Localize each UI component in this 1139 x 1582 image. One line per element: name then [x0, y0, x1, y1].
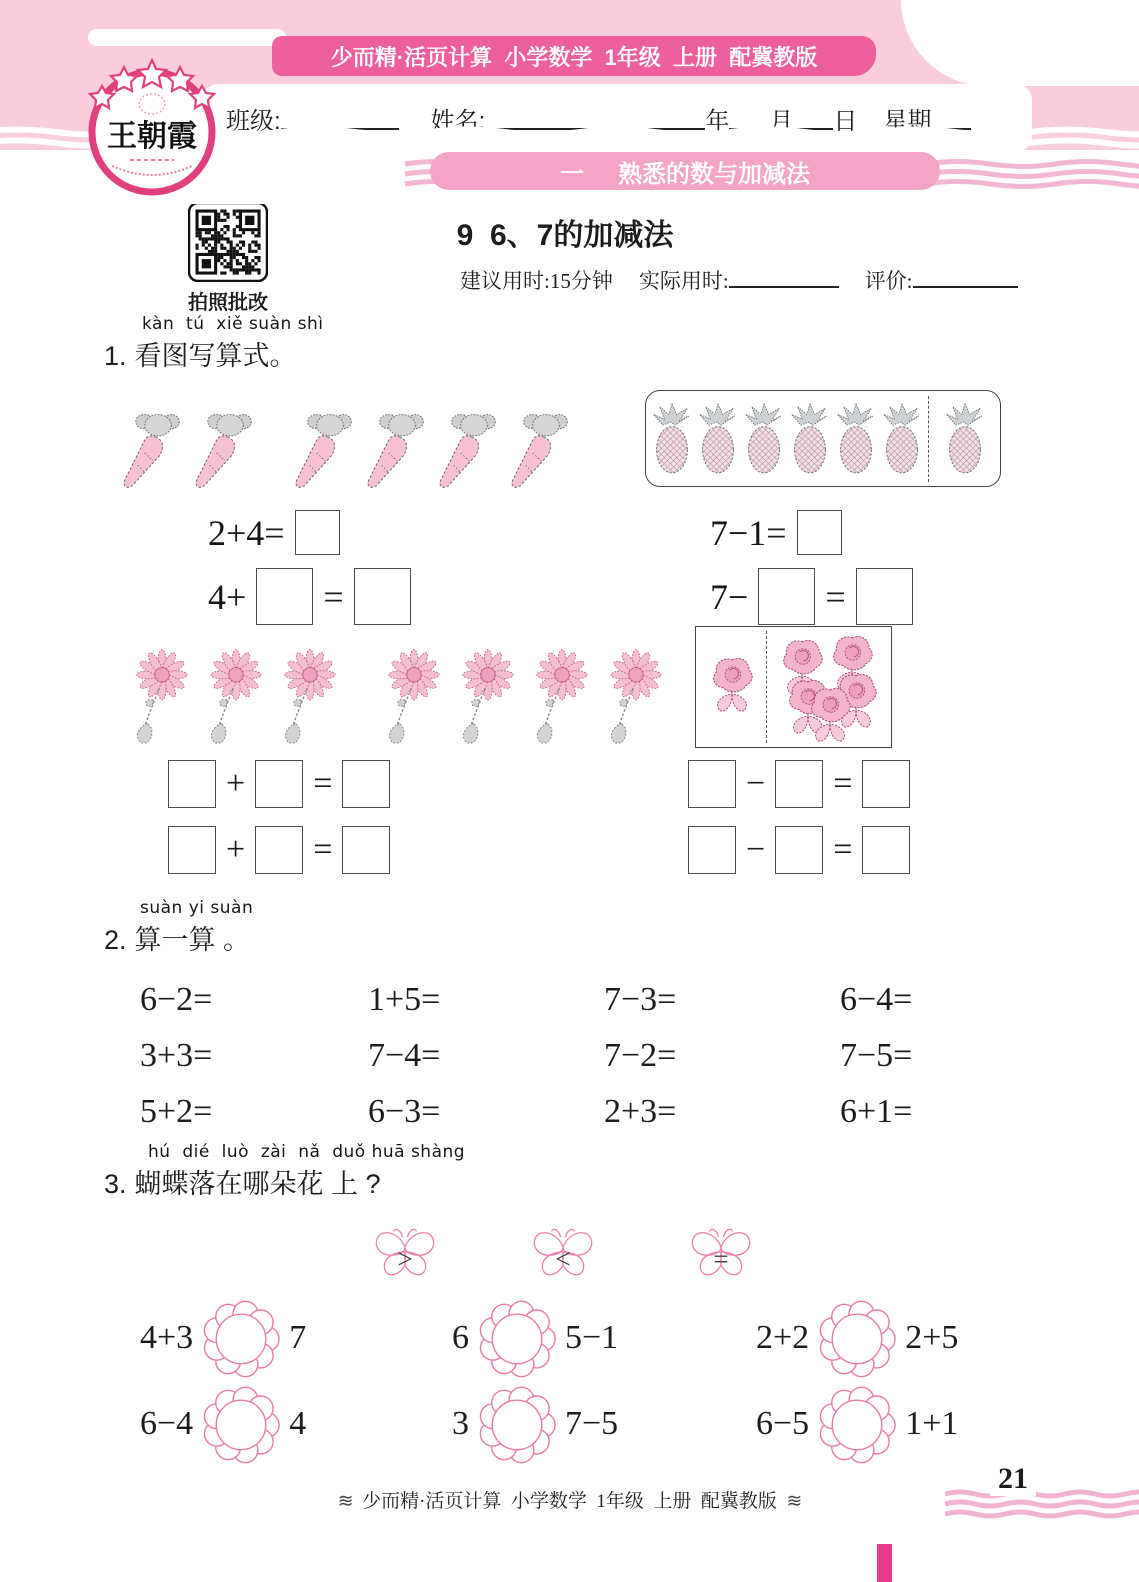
wave-icon: ≋ [786, 1491, 802, 1512]
butterfly-icon [682, 1224, 760, 1288]
equation-text: = [825, 576, 846, 617]
equation: 7−4= [368, 1037, 441, 1074]
year-label: 年 [705, 107, 730, 135]
answer-flower[interactable] [477, 1296, 557, 1380]
ex2-index: 2. [104, 925, 127, 955]
brand-logo [82, 58, 222, 198]
comparison-left: 6−5 [756, 1405, 810, 1442]
rose-icon [804, 683, 856, 745]
footer-text: 少而精·活页计算 小学数学 1年级 上册 配冀教版 [362, 1491, 777, 1512]
unit-index: 一 [560, 160, 584, 188]
qr-caption: 拍照批改 [188, 292, 268, 314]
month-label: 月 [769, 107, 794, 135]
carrot-icon [290, 408, 354, 494]
comparison-symbol: = [713, 1243, 729, 1274]
equation-text: + [226, 831, 246, 868]
answer-box[interactable] [256, 568, 313, 625]
pineapple-icon [698, 396, 738, 482]
comparison-row-2 [140, 1382, 1100, 1466]
equation-carrot-2 [208, 568, 411, 625]
equation: 6−4= [840, 981, 913, 1018]
lesson-meta [460, 264, 1018, 295]
chrysanthemum-icon [452, 644, 524, 756]
comparison-item [452, 1382, 756, 1466]
answer-flower[interactable] [201, 1382, 281, 1466]
qr-code [188, 202, 268, 282]
answer-box[interactable] [168, 760, 216, 808]
answer-box[interactable] [775, 760, 823, 808]
comparison-left: 4+3 [140, 1319, 194, 1356]
chrysanthemum-icon [378, 644, 450, 756]
pineapple-icon [836, 396, 876, 482]
answer-box[interactable] [688, 760, 736, 808]
equation-text: − [746, 765, 766, 802]
equation-pineapple-2 [710, 568, 913, 625]
pineapple-icon [790, 396, 830, 482]
edition-text: 少而精·活页计算 小学数学 1年级 上册 配冀教版 [330, 44, 818, 70]
ex2-pinyin: suàn yi suàn [140, 898, 254, 918]
answer-box[interactable] [255, 826, 303, 874]
ex2-heading [104, 918, 250, 957]
equation-text: = [833, 765, 853, 802]
answer-box[interactable] [797, 510, 842, 555]
comparison-symbol: > [397, 1243, 413, 1274]
ex3-index: 3. [104, 1169, 127, 1199]
week-label: 星期 [883, 107, 932, 135]
answer-box[interactable] [856, 568, 913, 625]
answer-box[interactable] [168, 826, 216, 874]
comparison-right: 7 [289, 1319, 307, 1356]
answer-box[interactable] [342, 826, 390, 874]
chrysanthemum-icon [600, 644, 672, 756]
equation: 6+1= [840, 1093, 913, 1130]
comparison-item [452, 1296, 756, 1380]
chrysanthemum-icon [200, 644, 272, 756]
edition-header [272, 36, 876, 76]
comparison-right: 4 [289, 1405, 307, 1442]
day-label: 日 [833, 107, 858, 135]
equation-rose-1 [688, 760, 910, 808]
equation-text: 7− [710, 576, 749, 617]
lesson-title: 9 6、7的加减法 [456, 219, 674, 252]
pineapple-group-right [929, 396, 1000, 482]
name-label: 姓名: [430, 107, 486, 135]
answer-box[interactable] [342, 760, 390, 808]
carrot-icon [118, 408, 182, 494]
ex1-index: 1. [104, 341, 127, 371]
pineapple-icon [652, 396, 692, 482]
comparison-row-1 [140, 1296, 1100, 1380]
equation: 7−2= [604, 1037, 677, 1074]
equation: 7−5= [840, 1037, 913, 1074]
answer-box[interactable] [758, 568, 815, 625]
actual-time: 实际用时: [639, 264, 839, 295]
comparison-right: 7−5 [565, 1405, 619, 1442]
comparison-left: 3 [452, 1405, 469, 1442]
comparison-item [756, 1296, 1100, 1380]
ex2-equation-grid [140, 972, 1040, 1140]
wave-icon: ≋ [337, 1491, 353, 1512]
equation-text: 4+ [208, 576, 247, 617]
answer-box[interactable] [862, 760, 910, 808]
equation-text: = [833, 831, 853, 868]
chrysanthemum-icon [126, 644, 198, 756]
ex1-pinyin: kàn tú xiě suàn shì [142, 314, 324, 334]
answer-box[interactable] [354, 568, 411, 625]
unit-banner [430, 152, 940, 190]
answer-flower[interactable] [817, 1382, 897, 1466]
comparison-right: 5−1 [565, 1319, 619, 1356]
equation-pineapple-1 [710, 510, 842, 555]
page-number: 21 [990, 1462, 1036, 1496]
comparison-item [756, 1382, 1100, 1466]
chrysanthemum-icon [274, 644, 346, 756]
equation: 6−2= [140, 981, 213, 1018]
rating-blank[interactable] [913, 264, 1018, 288]
answer-box[interactable] [688, 826, 736, 874]
pineapple-icon [882, 396, 922, 482]
comparison-symbol: < [555, 1243, 571, 1274]
answer-box[interactable] [295, 510, 340, 555]
page-number-waves [945, 1486, 1139, 1526]
answer-flower[interactable] [201, 1296, 281, 1380]
suggested-time: 建议用时:15分钟 [460, 269, 613, 293]
ex2-title: 算一算 。 [134, 925, 251, 955]
equation-mum-2 [168, 826, 390, 874]
dashed-divider [766, 631, 767, 743]
class-label: 班级: [226, 107, 281, 135]
answer-box[interactable] [862, 826, 910, 874]
equation: 7−3= [604, 981, 677, 1018]
answer-flower[interactable] [477, 1382, 557, 1466]
header-swoosh [88, 29, 286, 46]
equation-text: = [313, 831, 333, 868]
pineapple-group-left [646, 396, 928, 482]
equation: 3+3= [140, 1037, 213, 1074]
equation-carrot-1 [208, 510, 340, 555]
equation-rose-2 [688, 826, 910, 874]
equation-mum-1 [168, 760, 390, 808]
comparison-left: 6−4 [140, 1405, 194, 1442]
answer-box[interactable] [775, 826, 823, 874]
pineapple-box [645, 390, 1001, 487]
equation: 6−3= [368, 1093, 441, 1130]
rating: 评价: [865, 264, 1018, 295]
equation: 5+2= [140, 1093, 213, 1130]
unit-title: 熟悉的数与加减法 [618, 160, 810, 188]
ex3-pinyin: hú dié luò zài nǎ duǒ huā shàng [148, 1142, 466, 1162]
ex1-title: 看图写算式。 [134, 341, 297, 371]
equation-text: + [226, 765, 246, 802]
ex1-heading [104, 334, 297, 373]
actual-time-blank[interactable] [729, 264, 839, 288]
carrot-icon [362, 408, 426, 494]
pineapple-icon [945, 396, 985, 482]
butterfly-icon [524, 1224, 602, 1288]
answer-flower[interactable] [817, 1296, 897, 1380]
comparison-right: 2+5 [905, 1319, 959, 1356]
carrot-icon [434, 408, 498, 494]
equation: 2+3= [604, 1093, 677, 1130]
carrot-group [118, 408, 578, 494]
spine-mark [877, 1544, 892, 1582]
ex3-heading [104, 1162, 381, 1201]
equation-text: − [746, 831, 766, 868]
answer-box[interactable] [255, 760, 303, 808]
equation-text: 2+4= [208, 512, 285, 553]
logo-name: 王朝霞 [107, 120, 197, 153]
carrot-icon [506, 408, 570, 494]
equation-text: = [313, 765, 333, 802]
chrysanthemum-group [126, 644, 674, 756]
pineapple-icon [744, 396, 784, 482]
chrysanthemum-icon [526, 644, 598, 756]
comparison-item [140, 1382, 452, 1466]
carrot-icon [190, 408, 254, 494]
equation-text: 7−1= [710, 512, 787, 553]
butterfly-icon [366, 1224, 444, 1288]
ex3-title: 蝴蝶落在哪朵花 上 ? [134, 1169, 381, 1199]
rose-box [695, 626, 892, 748]
comparison-item [140, 1296, 452, 1380]
comparison-left: 6 [452, 1319, 469, 1356]
rose-icon [706, 653, 758, 715]
comparison-right: 1+1 [905, 1405, 959, 1442]
equation: 1+5= [368, 981, 441, 1018]
equation-text: = [323, 576, 344, 617]
comparison-left: 2+2 [756, 1319, 810, 1356]
